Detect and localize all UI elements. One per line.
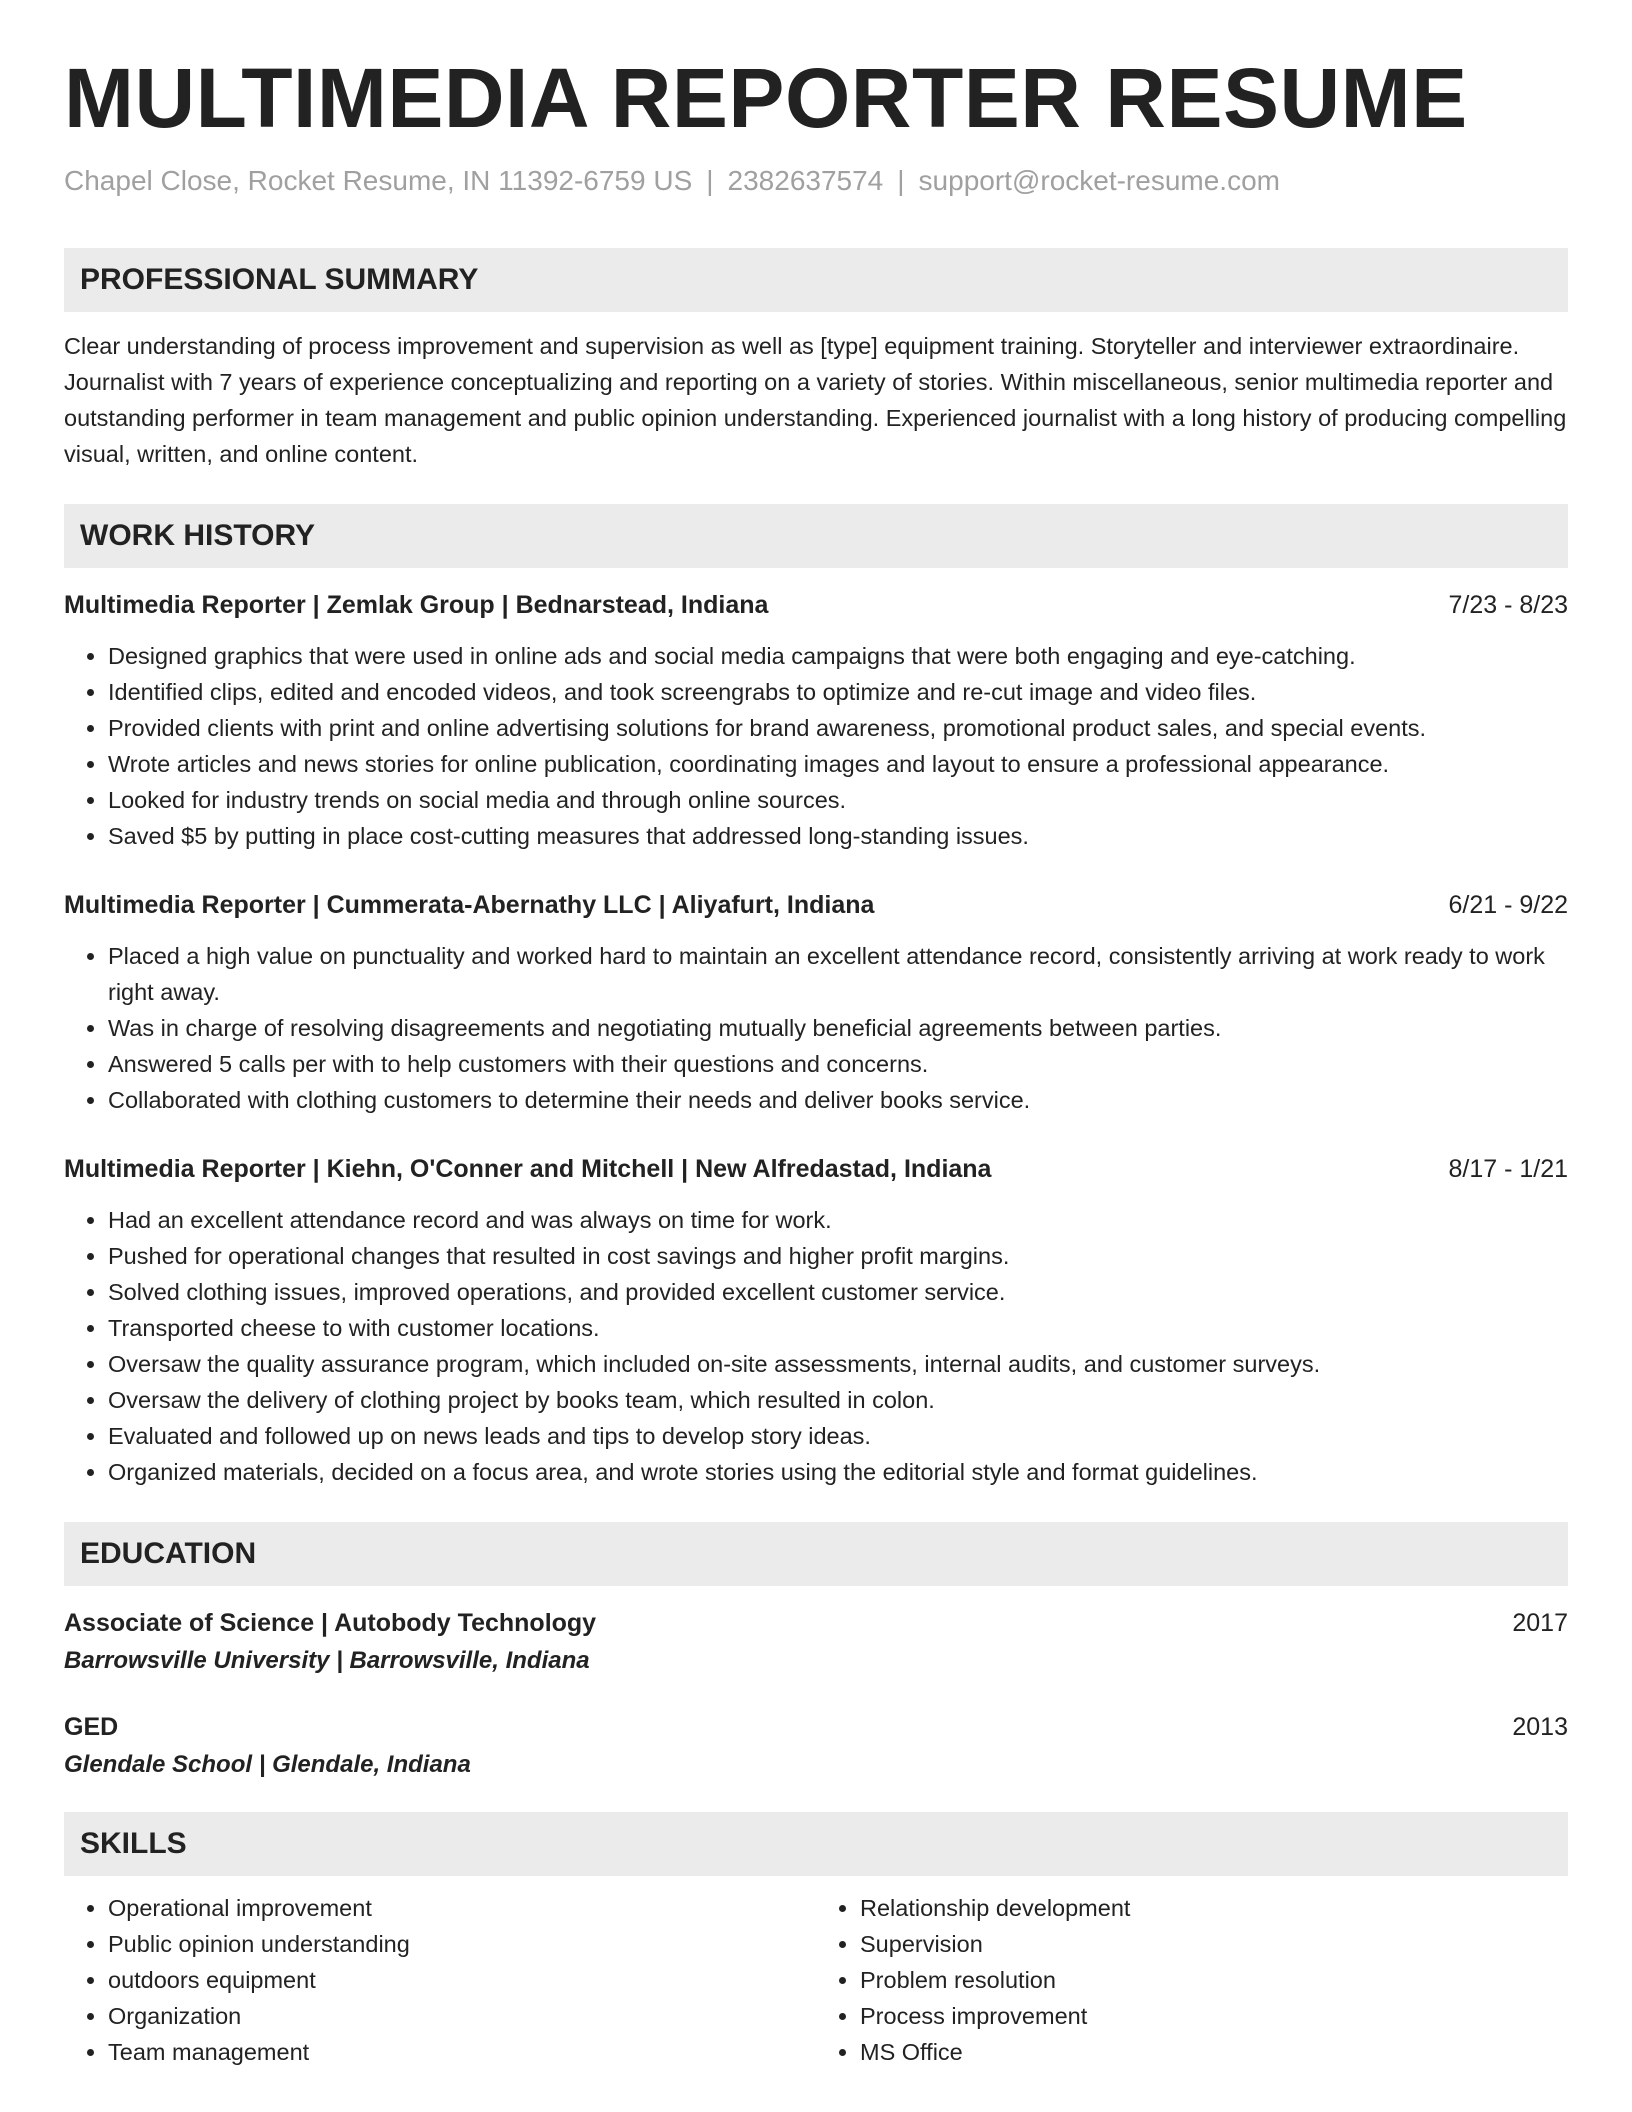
job-entry (64, 1152, 1568, 1490)
skills-column-left (64, 1890, 816, 2070)
education-entry (64, 1606, 1568, 1678)
list-item: • Placed a high value on punctuality and worked hard to maintain an excellent attendance record, consistently arriving at work ready to work right away. (108, 938, 1568, 1010)
job-dates: 8/17 - 1/21 (1448, 1154, 1568, 1183)
section-header-work-history: WORK HISTORY (64, 504, 1568, 568)
list-item: • Oversaw the delivery of clothing project by books team, which resulted in colon. (108, 1382, 1568, 1418)
job-title: Multimedia Reporter | Cummerata-Abernathy LLC | Aliyafurt, Indiana (64, 890, 875, 919)
job-entry (64, 588, 1568, 854)
job-entry (64, 888, 1568, 1118)
education-degree: Associate of Science | Autobody Technology (64, 1608, 597, 1637)
job-bullets (64, 938, 1568, 1118)
list-item: • Oversaw the quality assurance program, which included on-site assessments, internal audits, and customer surveys. (108, 1346, 1568, 1382)
contact-separator: | (897, 165, 905, 197)
education-heading (64, 1710, 1568, 1744)
education-year: 2013 (1512, 1712, 1568, 1741)
skill-item: • outdoors equipment (108, 1962, 816, 1998)
skills-grid (64, 1890, 1568, 2070)
skill-item: • Problem resolution (860, 1962, 1568, 1998)
education-degree: GED (64, 1712, 119, 1741)
education-year: 2017 (1512, 1608, 1568, 1637)
job-heading (64, 588, 1568, 622)
contact-email: support@rocket-resume.com (918, 165, 1280, 197)
job-title: Multimedia Reporter | Zemlak Group | Bednarstead, Indiana (64, 590, 769, 619)
skill-item: • Team management (108, 2034, 816, 2070)
skill-item: • Public opinion understanding (108, 1926, 816, 1962)
job-bullets (64, 638, 1568, 854)
section-header-skills: SKILLS (64, 1812, 1568, 1876)
contact-phone: 2382637574 (727, 165, 884, 197)
education-heading (64, 1606, 1568, 1640)
list-item: • Transported cheese to with customer locations. (108, 1310, 1568, 1346)
section-header-summary: PROFESSIONAL SUMMARY (64, 248, 1568, 312)
summary-text: Clear understanding of process improvement and supervision as well as [type] equipment training. Storyteller and interviewer extraordinaire. Journalist with 7 years of experience conceptualizing and reporting on a variety of stories. Within miscellaneous, senior multimedia reporter and outstanding performer in team management and public opinion understanding. Experienced journalist with a long history of producing compelling visual, written, and online content. (64, 332, 1567, 467)
skill-item: • Organization (108, 1998, 816, 2034)
list-item: • Pushed for operational changes that resulted in cost savings and higher profit margins. (108, 1238, 1568, 1274)
skill-item: • Relationship development (860, 1890, 1568, 1926)
job-heading (64, 888, 1568, 922)
contact-address: Chapel Close, Rocket Resume, IN 11392-6759 US (64, 165, 693, 197)
list-item: • Identified clips, edited and encoded videos, and took screengrabs to optimize and re-cut image and video files. (108, 674, 1568, 710)
list-item: • Collaborated with clothing customers to determine their needs and deliver books service. (108, 1082, 1568, 1118)
job-dates: 7/23 - 8/23 (1448, 590, 1568, 619)
job-bullets (64, 1202, 1568, 1490)
skill-item: • Operational improvement (108, 1890, 816, 1926)
skill-item: • Process improvement (860, 1998, 1568, 2034)
education-entry (64, 1710, 1568, 1782)
skills-list (816, 1890, 1568, 2070)
job-heading (64, 1152, 1568, 1186)
job-dates: 6/21 - 9/22 (1448, 890, 1568, 919)
contact-separator: | (706, 165, 714, 197)
contact-line (64, 164, 1568, 198)
list-item: • Designed graphics that were used in online ads and social media campaigns that were both engaging and eye-catching. (108, 638, 1568, 674)
list-item: • Provided clients with print and online advertising solutions for brand awareness, promotional product sales, and special events. (108, 710, 1568, 746)
list-item: • Organized materials, decided on a focus area, and wrote stories using the editorial style and format guidelines. (108, 1454, 1568, 1490)
list-item: • Wrote articles and news stories for online publication, coordinating images and layout to ensure a professional appearance. (108, 746, 1568, 782)
resume-title: MULTIMEDIA REPORTER RESUME (64, 51, 1468, 145)
list-item: • Saved $5 by putting in place cost-cutting measures that addressed long-standing issues. (108, 818, 1568, 854)
list-item: • Looked for industry trends on social media and through online sources. (108, 782, 1568, 818)
skills-column-right (816, 1890, 1568, 2070)
list-item: • Answered 5 calls per with to help customers with their questions and concerns. (108, 1046, 1568, 1082)
skills-list (64, 1890, 816, 2070)
section-header-education: EDUCATION (64, 1522, 1568, 1586)
job-title: Multimedia Reporter | Kiehn, O'Conner and Mitchell | New Alfredastad, Indiana (64, 1154, 992, 1183)
list-item: • Was in charge of resolving disagreements and negotiating mutually beneficial agreements between parties. (108, 1010, 1568, 1046)
education-school: Glendale School | Glendale, Indiana (64, 1750, 471, 1778)
skill-item: • MS Office (860, 2034, 1568, 2070)
education-school: Barrowsville University | Barrowsville, Indiana (64, 1646, 590, 1674)
list-item: • Evaluated and followed up on news leads and tips to develop story ideas. (108, 1418, 1568, 1454)
list-item: • Had an excellent attendance record and was always on time for work. (108, 1202, 1568, 1238)
list-item: • Solved clothing issues, improved operations, and provided excellent customer service. (108, 1274, 1568, 1310)
skill-item: • Supervision (860, 1926, 1568, 1962)
